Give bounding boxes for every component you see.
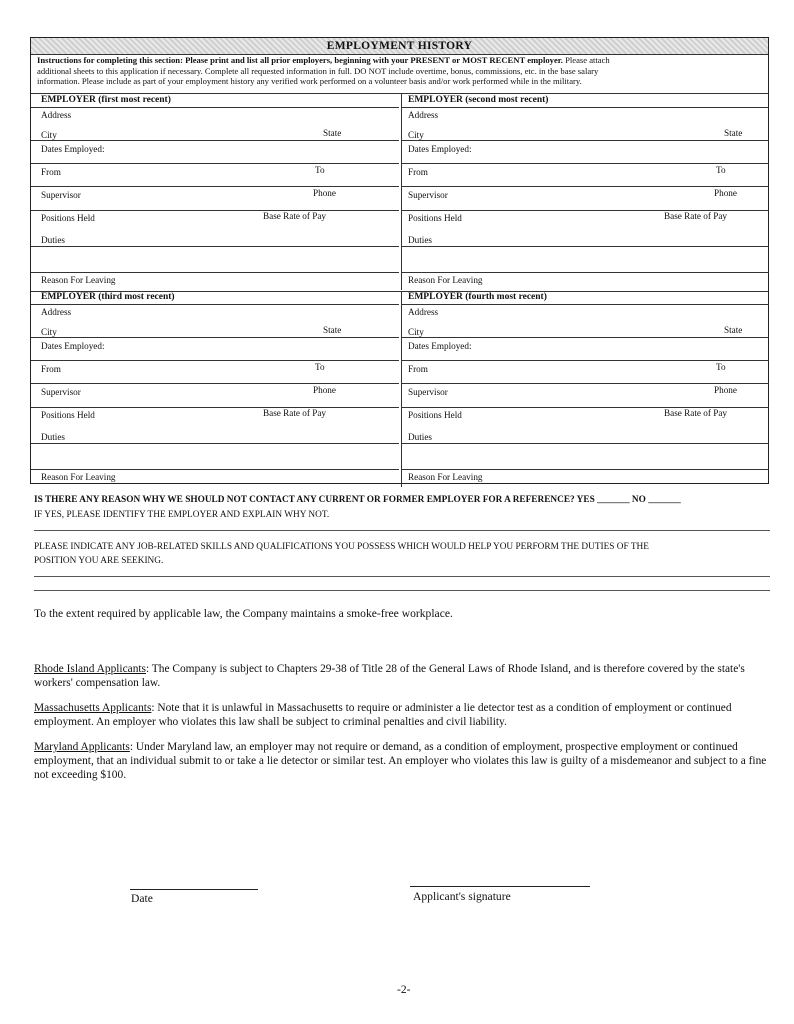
smoke-free-statement: To the extent required by applicable law, the Company maintains a smoke-free workplace. — [34, 607, 453, 620]
phone-label: Phone — [313, 385, 336, 395]
state-label: State — [724, 128, 743, 138]
maryland-label: Maryland Applicants — [34, 741, 130, 753]
address-label: Address — [408, 110, 439, 120]
rhode-island-label: Rhode Island Applicants — [34, 663, 146, 675]
employer-block — [401, 94, 769, 290]
address-label: Address — [41, 110, 72, 120]
dates-employed-label: Dates Employed: — [408, 144, 472, 154]
divider — [402, 272, 769, 273]
employer-header: EMPLOYER (fourth most recent) — [408, 292, 547, 302]
date-line[interactable] — [130, 889, 258, 890]
positions-held-label: Positions Held — [41, 213, 95, 223]
divider — [402, 107, 769, 108]
answer-line — [34, 590, 770, 591]
phone-label: Phone — [714, 188, 737, 198]
supervisor-label: Supervisor — [41, 190, 81, 200]
city-label: City — [41, 327, 57, 337]
answer-line — [34, 576, 770, 577]
city-label: City — [408, 130, 424, 140]
reason-for-leaving-label: Reason For Leaving — [408, 275, 483, 285]
state-label: State — [323, 325, 342, 335]
page-number: -2- — [397, 984, 411, 996]
reason-for-leaving-label: Reason For Leaving — [41, 472, 116, 482]
employer-header: EMPLOYER (first most recent) — [41, 95, 171, 105]
base-rate-label: Base Rate of Pay — [664, 211, 728, 221]
divider — [31, 291, 768, 292]
divider — [31, 210, 399, 211]
rhode-island-notice — [34, 662, 774, 690]
divider — [31, 272, 399, 273]
duties-label: Duties — [41, 235, 65, 245]
signature-label: Applicant's signature — [413, 890, 511, 903]
divider — [31, 383, 399, 384]
answer-line — [34, 530, 770, 531]
divider — [31, 304, 399, 305]
divider — [402, 186, 769, 187]
phone-label: Phone — [313, 188, 336, 198]
reason-for-leaving-label: Reason For Leaving — [41, 275, 116, 285]
divider — [402, 163, 769, 164]
reason-for-leaving-label: Reason For Leaving — [408, 472, 483, 482]
supervisor-label: Supervisor — [408, 190, 448, 200]
state-label: State — [323, 128, 342, 138]
employer-block — [31, 94, 399, 290]
from-label: From — [41, 167, 61, 177]
positions-held-label: Positions Held — [41, 410, 95, 420]
instructions-attach: Please attach — [565, 55, 610, 65]
maryland-notice — [34, 740, 774, 782]
dates-employed-label: Dates Employed: — [408, 341, 472, 351]
employer-block — [31, 291, 399, 487]
divider — [402, 337, 769, 338]
employment-history-section — [30, 37, 769, 484]
instructions-line-2: additional sheets to this application if necessary. Complete all requested information in full. DO NOT include overtime, bonus, commissions, etc. in the base salary — [37, 65, 599, 76]
massachusetts-text: : Note that it is unlawful in Massachusetts to require or administer a lie detector test as a condition of employment or continued employment. An employer who violates this law shall be subject to criminal penalties and civil liability. — [34, 702, 732, 728]
divider — [31, 246, 399, 247]
divider — [31, 186, 399, 187]
employer-header: EMPLOYER (second most recent) — [408, 95, 549, 105]
phone-label: Phone — [714, 385, 737, 395]
massachusetts-label: Massachusetts Applicants — [34, 702, 152, 714]
maryland-text: : Under Maryland law, an employer may not require or demand, as a condition of employment, prospective employment or continued employment, that an individual submit to or take a lie detector or similar test. An employer who violates this law is guilty of a misdemeanor and subject to a fine not exceeding $100. — [34, 741, 767, 781]
address-label: Address — [41, 307, 72, 317]
skills-question-line-2: POSITION YOU ARE SEEKING. — [34, 556, 164, 566]
divider — [31, 163, 399, 164]
contact-followup: IF YES, PLEASE IDENTIFY THE EMPLOYER AND EXPLAIN WHY NOT. — [34, 510, 330, 520]
divider — [31, 469, 399, 470]
divider — [31, 443, 399, 444]
duties-label: Duties — [408, 432, 432, 442]
divider — [31, 337, 399, 338]
employer-header: EMPLOYER (third most recent) — [41, 292, 175, 302]
to-label: To — [716, 165, 726, 175]
divider — [402, 443, 769, 444]
to-label: To — [315, 362, 325, 372]
duties-label: Duties — [408, 235, 432, 245]
base-rate-label: Base Rate of Pay — [263, 408, 327, 418]
divider — [31, 407, 399, 408]
supervisor-label: Supervisor — [408, 387, 448, 397]
city-label: City — [408, 327, 424, 337]
divider — [31, 140, 399, 141]
to-label: To — [315, 165, 325, 175]
address-label: Address — [408, 307, 439, 317]
divider — [402, 246, 769, 247]
positions-held-label: Positions Held — [408, 410, 462, 420]
employer-block — [401, 291, 769, 487]
from-label: From — [408, 167, 428, 177]
dates-employed-label: Dates Employed: — [41, 144, 105, 154]
instructions — [37, 55, 762, 87]
contact-question: IS THERE ANY REASON WHY WE SHOULD NOT CONTACT ANY CURRENT OR FORMER EMPLOYER FOR A REFERENCE? YES _______ NO _______ — [34, 495, 681, 505]
duties-label: Duties — [41, 432, 65, 442]
divider — [402, 383, 769, 384]
skills-question-line-1: PLEASE INDICATE ANY JOB-RELATED SKILLS AND QUALIFICATIONS YOU POSSESS WHICH WOULD HELP YOU PERFORM THE DUTIES OF THE — [34, 542, 649, 552]
from-label: From — [41, 364, 61, 374]
divider — [31, 360, 399, 361]
massachusetts-notice — [34, 701, 774, 729]
instructions-bold: Instructions for completing this section: Please print and list all prior employers, beginning with your PRESENT or MOST RECENT employer. — [37, 55, 563, 65]
rhode-island-text: : The Company is subject to Chapters 29-38 of Title 28 of the General Laws of Rhode Island, and is therefore covered by the state's workers' compensation law. — [34, 663, 745, 689]
base-rate-label: Base Rate of Pay — [664, 408, 728, 418]
base-rate-label: Base Rate of Pay — [263, 211, 327, 221]
state-label: State — [724, 325, 743, 335]
signature-line[interactable] — [410, 886, 590, 887]
divider — [402, 304, 769, 305]
divider — [402, 360, 769, 361]
dates-employed-label: Dates Employed: — [41, 341, 105, 351]
city-label: City — [41, 130, 57, 140]
positions-held-label: Positions Held — [408, 213, 462, 223]
divider — [31, 107, 399, 108]
section-title: EMPLOYMENT HISTORY — [31, 38, 768, 55]
instructions-line-3: information. Please include as part of your employment history any verified work performed on a volunteer basis and/or work performed while in the military. — [37, 76, 582, 87]
to-label: To — [716, 362, 726, 372]
from-label: From — [408, 364, 428, 374]
divider — [402, 469, 769, 470]
divider — [402, 140, 769, 141]
supervisor-label: Supervisor — [41, 387, 81, 397]
date-label: Date — [131, 892, 153, 905]
